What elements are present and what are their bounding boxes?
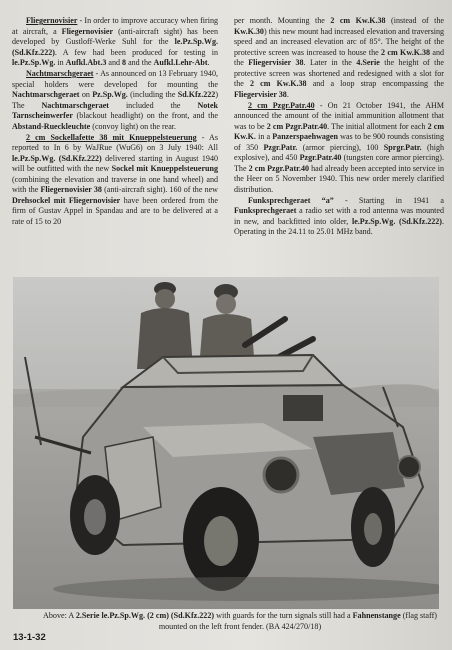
heading-fliegernovisier: Fliegernovisier (26, 16, 78, 25)
heading-sockellafette: 2 cm Sockellafette 38 mit Knueppelsteuerung (26, 132, 197, 142)
left-text-column (12, 16, 218, 228)
vehicle-shadow (53, 577, 439, 601)
right-text-column (234, 16, 444, 238)
heading-funksprechgeraet: Funksprechgeraet “a” (248, 195, 334, 205)
paragraph-fliegernovisier: Fliegernovisier - In order to improve accuracy when firing at aircraft, a Fliegernovisier (anti-aircraft sight) has been developed by Gustloff-Werke Suhl for the le.Pz.Sp.Wg. (Sd.Kfz.222). A few had been produced for testing in le.Pz.Sp.Wg. in Aufkl.Abt.3 and 8 and the Aufkl.Lehr-Abt. (12, 16, 218, 67)
paragraph-nachtmarschgeraet: Nachtmarschgeraet - As announced on 13 February 1940, special holders were developed for mounting the Nachtmarschgeraet on Pz.Sp.Wg. (including the Sd.Kfz.222) The Nachtmarschgeraet included the Notek Tarnscheinwerfer (blackout headlight) on the front, and the Abstand-Rueckleuchte (convoy light) on the rear. (12, 69, 218, 131)
paragraph-sockellafette: 2 cm Sockellafette 38 mit Knueppelsteuerung - As reported to In 6 by WaJRue (WuG6) on 3 July 1940: All le.Pz.Sp.Wg. (Sd.Kfz.222) delivered starting in August 1940 will be outfitted with the new Sockel mit Knueppelsteuerung (combining the elevation and traverse in one hand wheel) and with the Fliegernovisier 38 (anti-aircraft sight). 160 of the new Drehsockel mit Fliegernovisier have been ordered from the firm of Gustav Appel in Spandau and are to be delivered at a rate of 15 to 20 (12, 132, 218, 226)
paragraph-funksprechgeraet: Funksprechgeraet “a” - Starting in 1941 a Funksprechgeraet a radio set with a rod antenna was mounted in new, and backfitted into older, le.Pz.Sp.Wg. (Sd.Kfz.222). Operating in the 24.11 to 25.01 MHz band. (234, 195, 444, 236)
photo-caption: Above: A 2.Serie le.Pz.Sp.Wg. (2 cm) (Sd.Kfz.222) with guards for the turn signals still had a Fahnenstange (flag staff) mounted on the left front fender. (BA 424/270/18) (43, 611, 437, 631)
heading-pzgr-patr-40: 2 cm Pzgr.Patr.40 (248, 100, 315, 110)
paragraph-pzgr-patr-40: 2 cm Pzgr.Patr.40 - On 21 October 1941, the AHM announced the amount of the initial ammunition allotment that was to be 2 cm Pzgr.Patr.40. The initial allotment for each 2 cm Kw.K. in a Panzerspaehwagen was to be 900 rounds consisting of 350 Pzgr.Patr. (armor piercing), 100 Sprgr.Patr. (high explosive), and 450 Pzgr.Patr.40 (tungsten core armor piercing). The 2 cm Pzgr.Patr.40 had already been accepted into service in the Heer on 5 November 1940. This new order merely clarified distribution. (234, 100, 445, 194)
heading-nachtmarschgeraet: Nachtmarschgeraet (26, 69, 94, 78)
armored-car-photo (13, 277, 439, 609)
photo-illustration (13, 277, 439, 609)
paragraph-continued: per month. Mounting the 2 cm Kw.K.38 (instead of the Kw.K.30) this new mount had increased elevation and traversing speed and an increased elevation arc of 85°. The height of the protective screen was increased to house the 2 cm Kw.K.38 and the Fliegervisier 38. Later in the 4.Serie the height of the protective screen was shortened and redesigned with a slot for the 2 cm Kw.K.38 and a loop strap encompassing the Fliegervisier 38. (234, 16, 444, 99)
page-number: 13-1-32 (13, 632, 46, 643)
